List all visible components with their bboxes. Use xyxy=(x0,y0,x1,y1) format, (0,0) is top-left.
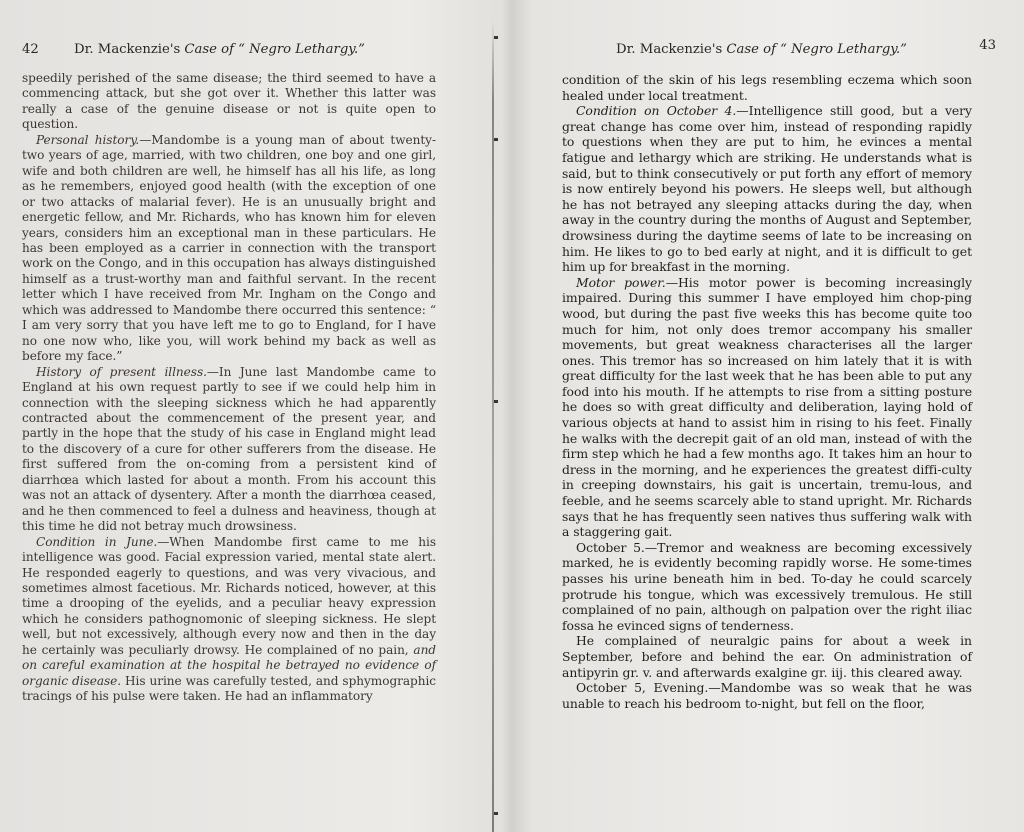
right-running-title: Dr. Mackenzie's Case of “ Negro Lethargy.” xyxy=(616,42,907,57)
left-running-title: Dr. Mackenzie's Case of “ Negro Lethargy.” xyxy=(74,42,365,57)
section-heading: Condition in June. xyxy=(36,534,158,549)
right-running-head xyxy=(562,38,996,62)
book-gutter xyxy=(492,20,494,832)
section-heading: Motor power. xyxy=(576,274,666,290)
right-page-number: 43 xyxy=(979,38,996,53)
left-page xyxy=(22,40,436,705)
paragraph: Personal history.—Mandombe is a young man of about twenty-two years of age, married, with two children, one boy and one girl, wife and both children are well, he himself has all his life, as long as he remembers, enjoyed good health (with the exception of one or two attacks of malarial fever). He is an unusually bright and energetic fellow, and Mr. Richards, who has known him for eleven years, considers him an exceptional man in these particulars. He has been employed as a carrier in connection with the transport work on the Congo, and in this occupation has always distinguished himself as a trust-worthy man and faithful servant. In the recent letter which I have received from Mr. Ingham on the Congo and which was addressed to Mandombe there occurred this sentence: “ I am very sorry that you have left me to go to England, for I have no one now who, like you, will work behind my back as well as before my face.” xyxy=(22,132,436,364)
right-page xyxy=(562,38,996,711)
paragraph: Motor power.—His motor power is becoming increasingly impaired. During this summer I have employed him chop-ping wood, but during the past five weeks this has become quite too much for him, not only does tremor accompany his smaller movements, but great weakness characterises all the larger ones. This tremor has so increased on him lately that it is with great difficulty for the last week that he has been able to put any food into his mouth. If he attempts to rise from a sitting posture he does so with great difficulty and deliberation, laying hold of various objects at hand to assist him in rising to his feet. Finally he walks with the decrepit gait of an old man, instead of with the firm step which he had a few months ago. It takes him an hour to dress in the morning, and he experiences the greatest diffi-culty in creeping downstairs, his gait is uncertain, tremu-lous, and feeble, and he seems scarcely able to stand upright. Mr. Richards says that he has frequently seen natives thus suffering walk with a staggering gait. xyxy=(562,274,972,540)
paragraph: October 5, Evening.—Mandombe was so weak that he was unable to reach his bedroom to-night, but fell on the floor, xyxy=(562,680,972,711)
left-body-text xyxy=(22,71,436,705)
gutter-mark xyxy=(494,400,498,403)
paragraph: Condition in June.—When Mandombe first came to me his intelligence was good. Facial expression varied, mental state alert. He responded eagerly to questions, and was very vivacious, and sometimes almost facetious. Mr. Richards noticed, however, at this time a drooping of the eyelids, and a peculiar heavy expression which he considers pathognomonic of sleeping sickness. He slept well, but not excessively, although every now and then in the day he certainly was peculiarly drowsy. He complained of no pain, and on careful examination at the hospital he betrayed no evidence of organic disease. His urine was carefully tested, and sphymographic tracings of his pulse were taken. He had an inflammatory xyxy=(22,534,436,704)
right-body-text xyxy=(562,72,972,711)
paragraph: speedily perished of the same disease; the third seemed to have a commencing attack, but she got over it. Whether this latter was really a case of the genuine disease or not is quite open to question. xyxy=(22,71,436,132)
section-heading: Personal history. xyxy=(36,132,140,147)
gutter-mark xyxy=(494,36,498,39)
paragraph: Condition on October 4.—Intelligence still good, but a very great change has come over him, instead of responding rapidly to questions when they are put to him, he evinces a mental fatigue and lethargy which are striking. He understands what is said, but to think consecutively or put forth any effort of memory is now entirely beyond his powers. He sleeps well, but although he has not betrayed any sleeping attacks during the day, when away in the country during the months of August and September, drowsiness during the daytime seems of late to be increasing on him. He likes to go to bed early at night, and it is difficult to get him up for breakfast in the morning. xyxy=(562,103,973,275)
paragraph: October 5.—Tremor and weakness are becoming excessively marked, he is evidently becoming rapidly worse. He some-times passes his urine beneath him in bed. To-day he could scarcely protrude his tongue, which was excessively tremulous. He still complained of no pain, although on palpation over the right iliac fossa he evinced signs of tenderness. xyxy=(562,539,972,633)
paragraph: He complained of neuralgic pains for about a week in September, before and behind the ear. On administration of antipyrin gr. v. and afterwards exalgine gr. iij. this cleared away. xyxy=(562,633,972,680)
paragraph: condition of the skin of his legs resembling eczema which soon healed under local treatment. xyxy=(562,72,972,103)
left-page-number: 42 xyxy=(22,42,39,57)
left-running-head xyxy=(22,40,436,62)
paragraph: History of present illness.—In June last Mandombe came to England at his own request partly to see if we could help him in connection with the sleeping sickness which he had apparently contracted about the commencement of the present year, and partly in the hope that the study of his case in England might lead to the discovery of a cure for other sufferers from the disease. He first suffered from the on-coming from a persistent kind of diarrhœa which lasted for about a month. From his account this was not an attack of dysentery. After a month the diarrhœa ceased, and he then commenced to feel a dulness and heaviness, though at this time he did not betray much drowsiness. xyxy=(22,364,436,534)
section-heading: History of present illness. xyxy=(36,364,207,379)
gutter-mark xyxy=(494,812,498,815)
section-heading: Condition on October 4. xyxy=(576,103,737,119)
gutter-mark xyxy=(494,138,498,141)
